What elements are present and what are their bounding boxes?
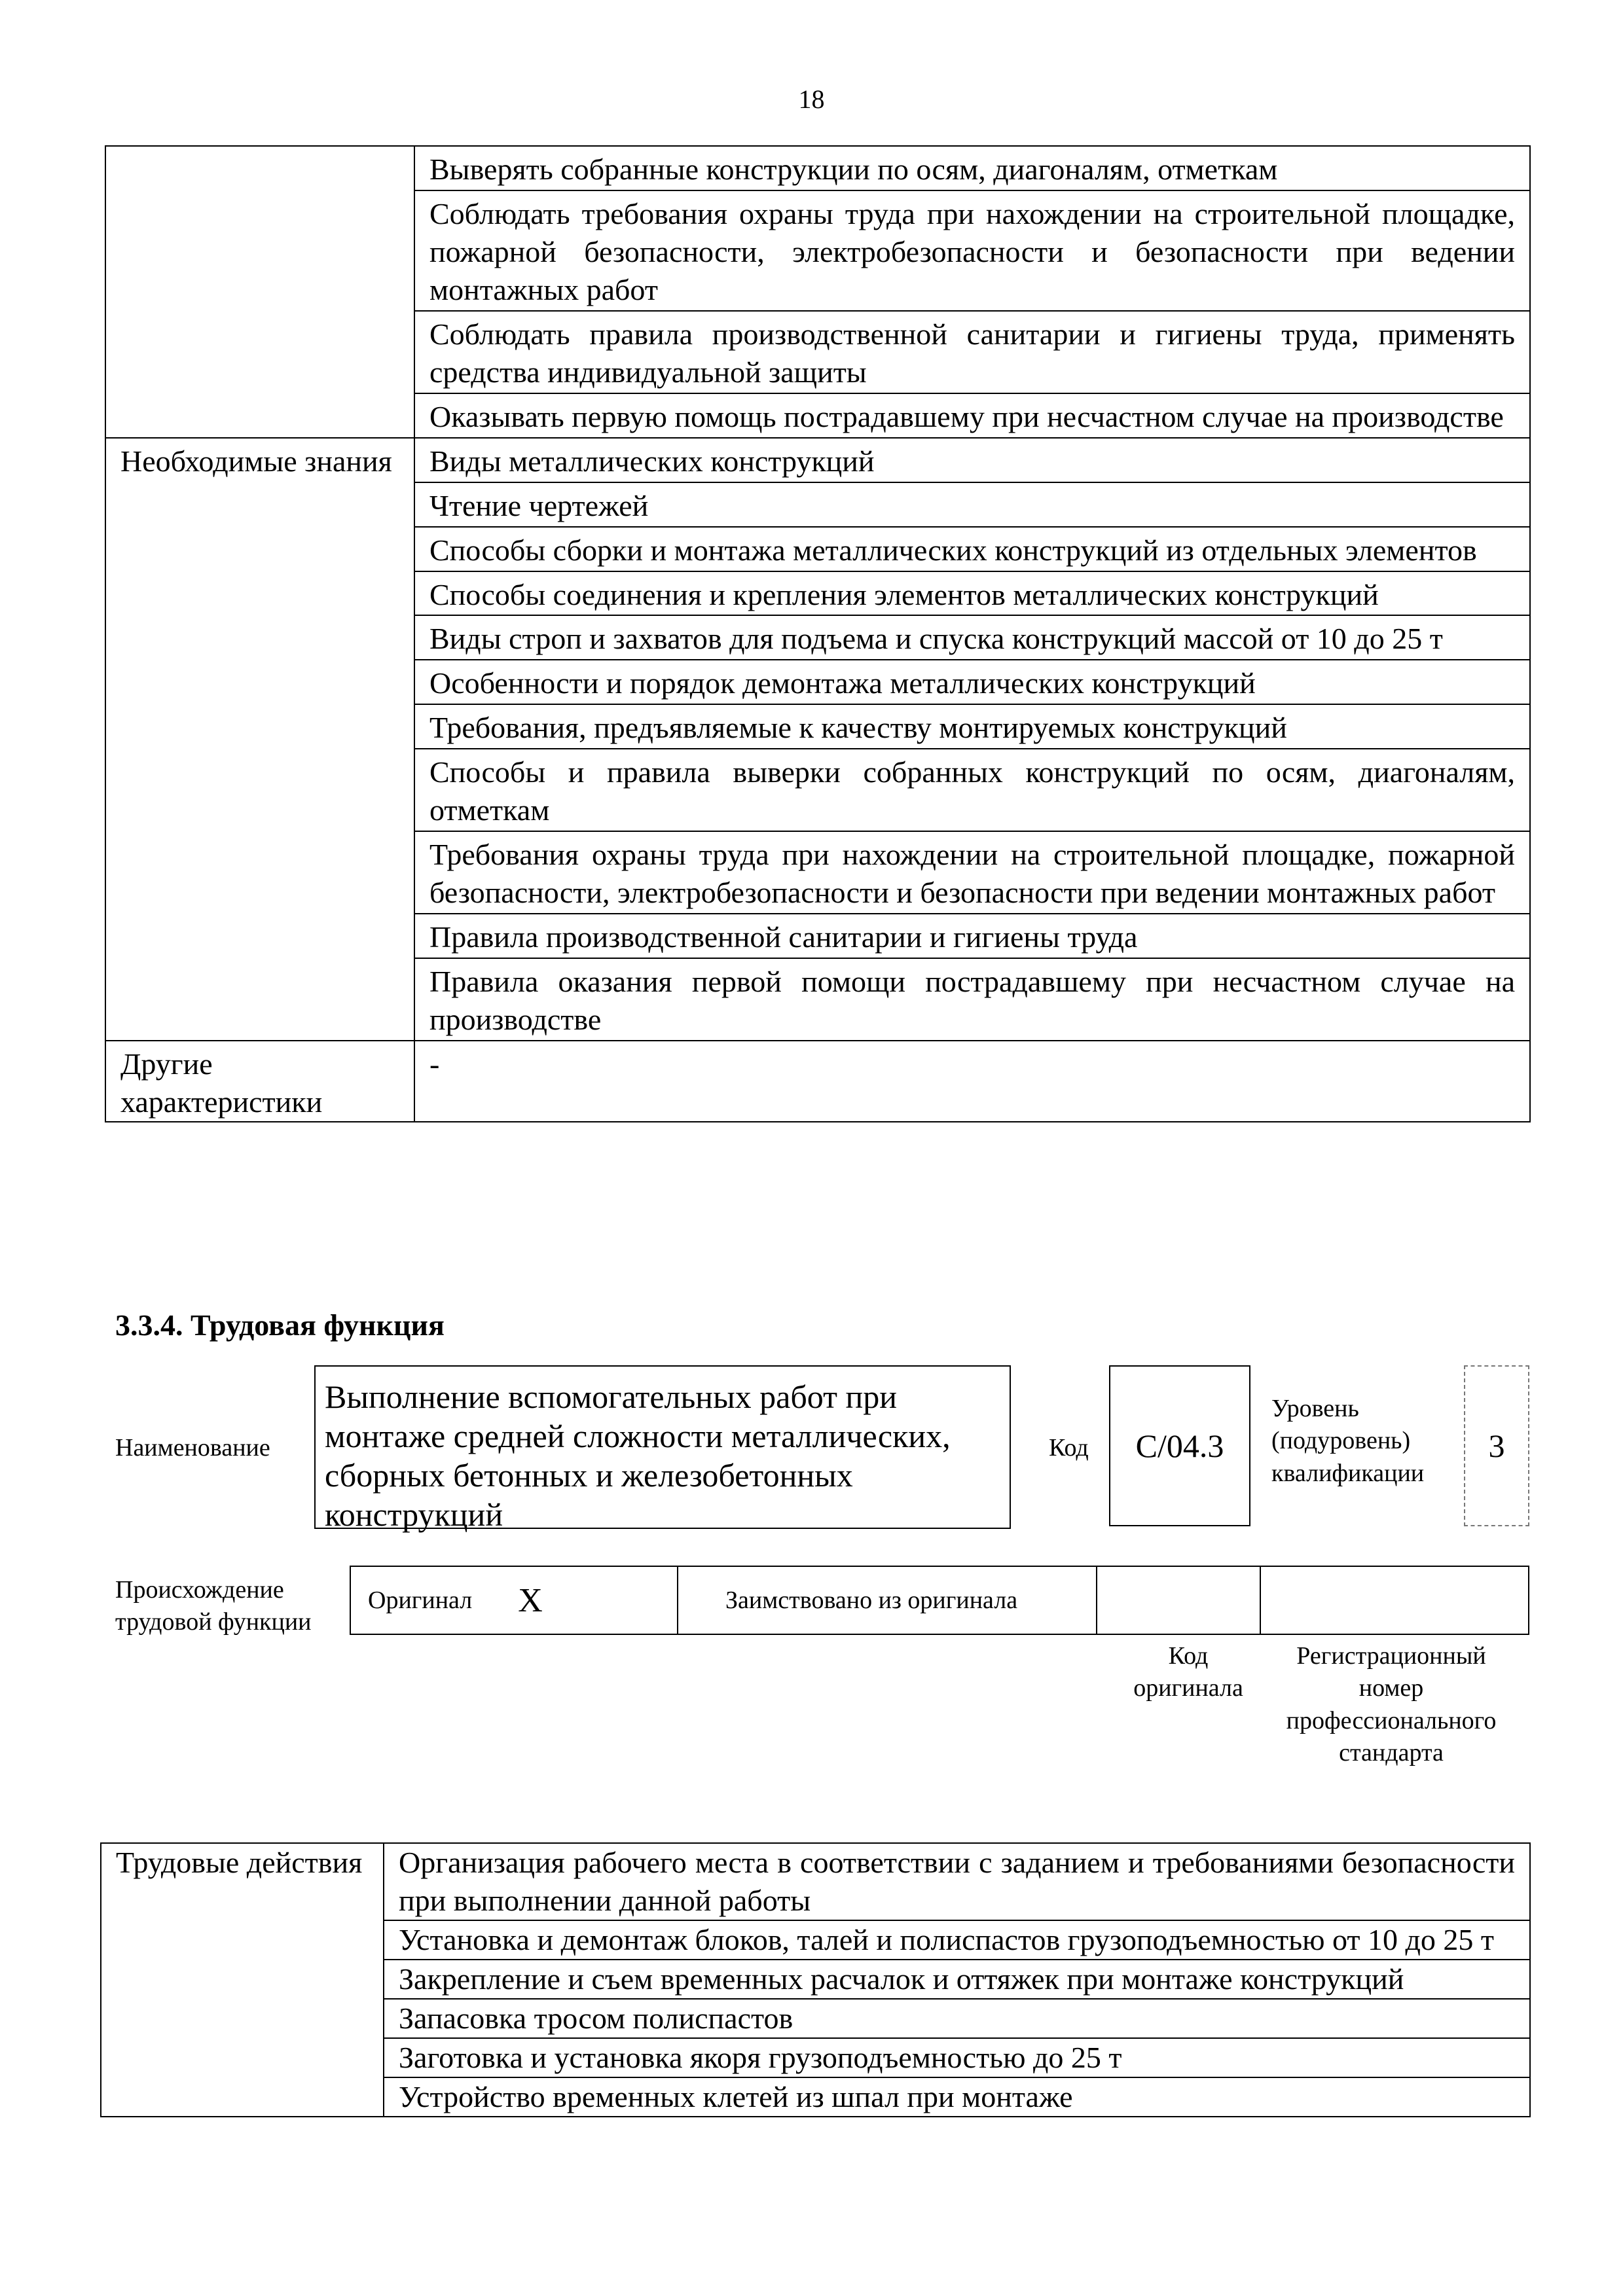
row-item: Виды строп и захватов для подъема и спуска конструкций массой от 10 до 25 т — [414, 615, 1530, 660]
borrowed-cell — [678, 1567, 1097, 1634]
name-label: Наименование — [115, 1434, 270, 1462]
table-row — [101, 1843, 1530, 1920]
code-label: Код — [1049, 1434, 1089, 1462]
row-item: Заготовка и установка якоря грузоподъемностью до 25 т — [384, 2038, 1530, 2077]
borrowed-label: Заимствовано из оригинала — [725, 1587, 1018, 1614]
row-item: Способы и правила выверки собранных конструкций по осям, диагоналям, отметкам — [414, 749, 1530, 831]
original-mark: X — [518, 1581, 543, 1619]
page-number: 18 — [798, 84, 825, 114]
row-item: Установка и демонтаж блоков, талей и полиспастов грузоподъемностью от 10 до 25 т — [384, 1920, 1530, 1960]
table-row — [105, 146, 1530, 190]
row-item: Чтение чертежей — [414, 482, 1530, 527]
row-item: Особенности и порядок демонтажа металлических конструкций — [414, 660, 1530, 704]
row-item: Закрепление и съем временных расчалок и оттяжек при монтаже конструкций — [384, 1960, 1530, 1999]
qualification-level-box: 3 — [1464, 1365, 1529, 1526]
table-row — [105, 438, 1530, 482]
row-item: - — [414, 1041, 1530, 1122]
row-item: Правила производственной санитарии и гигиены труда — [414, 914, 1530, 958]
row-item: Устройство временных клетей из шпал при монтаже — [384, 2077, 1530, 2117]
original-code-cell — [1097, 1567, 1261, 1634]
row-item: Способы сборки и монтажа металлических конструкций из отдельных элементов — [414, 527, 1530, 571]
row-item: Соблюдать требования охраны труда при нахождении на строительной площадке, пожарной безопасности, электробезопасности и безопасности при ведении монтажных работ — [414, 190, 1530, 311]
original-cell — [351, 1567, 678, 1634]
skills-knowledge-table — [105, 145, 1531, 1122]
reg-number-caption: Регистрационный номер профессионального стандарта — [1286, 1642, 1497, 1767]
row-category: Другие характеристики — [105, 1041, 414, 1122]
table-row — [105, 1041, 1530, 1122]
row-item: Способы соединения и крепления элементов металлических конструкций — [414, 571, 1530, 616]
row-item: Требования, предъявляемые к качеству монтируемых конструкций — [414, 704, 1530, 749]
origin-label: Происхождение трудовой функции — [115, 1576, 312, 1636]
registration-number-cell — [1261, 1567, 1528, 1634]
level-label: Уровень (подуровень) квалификации — [1271, 1395, 1425, 1487]
row-item: Запасовка тросом полиспастов — [384, 1999, 1530, 2038]
section-heading: 3.3.4. Трудовая функция — [115, 1308, 445, 1342]
orig-code-caption: Код оригинала — [1133, 1642, 1243, 1702]
row-item: Организация рабочего места в соответствии с заданием и требованиями безопасности при выполнении данной работы — [384, 1843, 1530, 1920]
row-category: Необходимые знания — [105, 438, 414, 1041]
row-item: Соблюдать правила производственной санитарии и гигиены труда, применять средства индивидуальной защиты — [414, 311, 1530, 393]
row-item: Правила оказания первой помощи пострадавшему при несчастном случае на производстве — [414, 958, 1530, 1041]
labor-actions-table — [100, 1842, 1531, 2117]
row-item: Требования охраны труда при нахождении на строительной площадке, пожарной безопасности, электробезопасности и безопасности при ведении монтажных работ — [414, 831, 1530, 914]
original-label: Оригинал — [368, 1587, 473, 1614]
origin-row — [350, 1566, 1529, 1635]
row-item: Оказывать первую помощь пострадавшему при несчастном случае на производстве — [414, 393, 1530, 438]
row-category: Трудовые действия — [101, 1843, 384, 2117]
row-category — [105, 146, 414, 438]
function-name-box: Выполнение вспомогательных работ при монтаже средней сложности металлических, сборных бетонных и железобетонных конструкций — [314, 1365, 1011, 1529]
function-code-box: С/04.3 — [1109, 1365, 1250, 1526]
row-item: Выверять собранные конструкции по осям, диагоналям, отметкам — [414, 146, 1530, 190]
row-item: Виды металлических конструкций — [414, 438, 1530, 482]
